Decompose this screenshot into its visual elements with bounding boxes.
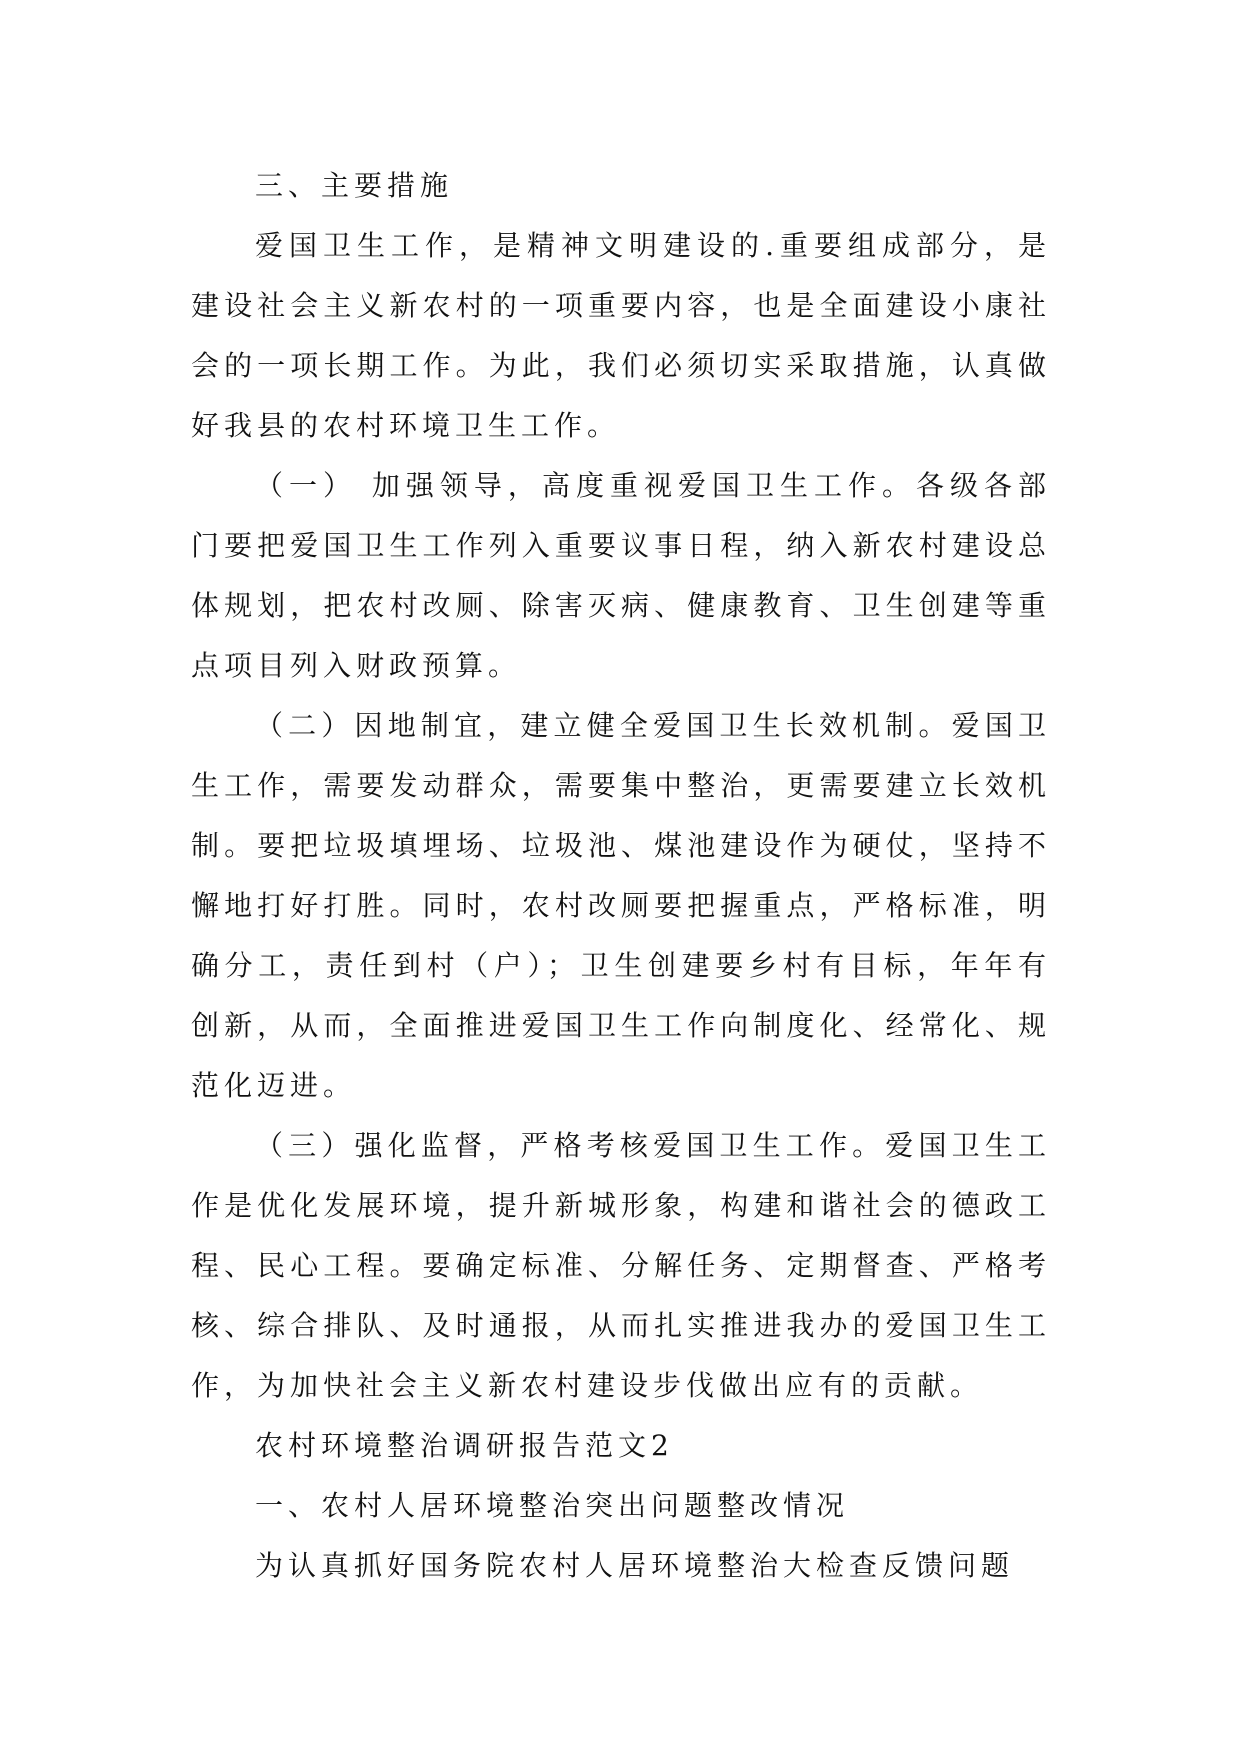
paragraph-measure-2: （二）因地制宜，建立健全爱国卫生长效机制。爱国卫生工作，需要发动群众，需要集中整治，更需要建立长效机制。要把垃圾填埋场、垃圾池、煤池建设作为硬仗，坚持不懈地打好打胜。同时，农村改厕要把握重点，严格标准，明确分工，责任到村（户）；卫生创建要乡村有目标，年年有创新，从而，全面推进爱国卫生工作向制度化、经常化、规范化迈进。 bbox=[191, 709, 1051, 1102]
section-heading-main-measures: 三、主要措施 bbox=[255, 169, 454, 202]
paragraph-rectification-start: 为认真抓好国务院农村人居环境整治大检查反馈问题 bbox=[255, 1549, 1015, 1582]
section-heading-rectification: 一、农村人居环境整治突出问题整改情况 bbox=[255, 1489, 850, 1522]
document-body bbox=[191, 156, 1051, 1596]
paragraph-intro: 爱国卫生工作，是精神文明建设的.重要组成部分，是建设社会主义新农村的一项重要内容，也是全面建设小康社会的一项长期工作。为此，我们必须切实采取措施，认真做好我县的农村环境卫生工作。 bbox=[191, 229, 1051, 442]
report-title-2: 农村环境整治调研报告范文2 bbox=[255, 1429, 674, 1462]
paragraph-measure-1: （一） 加强领导，高度重视爱国卫生工作。各级各部门要把爱国卫生工作列入重要议事日程，纳入新农村建设总体规划，把农村改厕、除害灭病、健康教育、卫生创建等重点项目列入财政预算。 bbox=[191, 469, 1051, 682]
paragraph-measure-3: （三）强化监督，严格考核爱国卫生工作。爱国卫生工作是优化发展环境，提升新城形象，构建和谐社会的德政工程、民心工程。要确定标准、分解任务、定期督查、严格考核、综合排队、及时通报，从而扎实推进我办的爱国卫生工作，为加快社会主义新农村建设步伐做出应有的贡献。 bbox=[191, 1129, 1051, 1402]
